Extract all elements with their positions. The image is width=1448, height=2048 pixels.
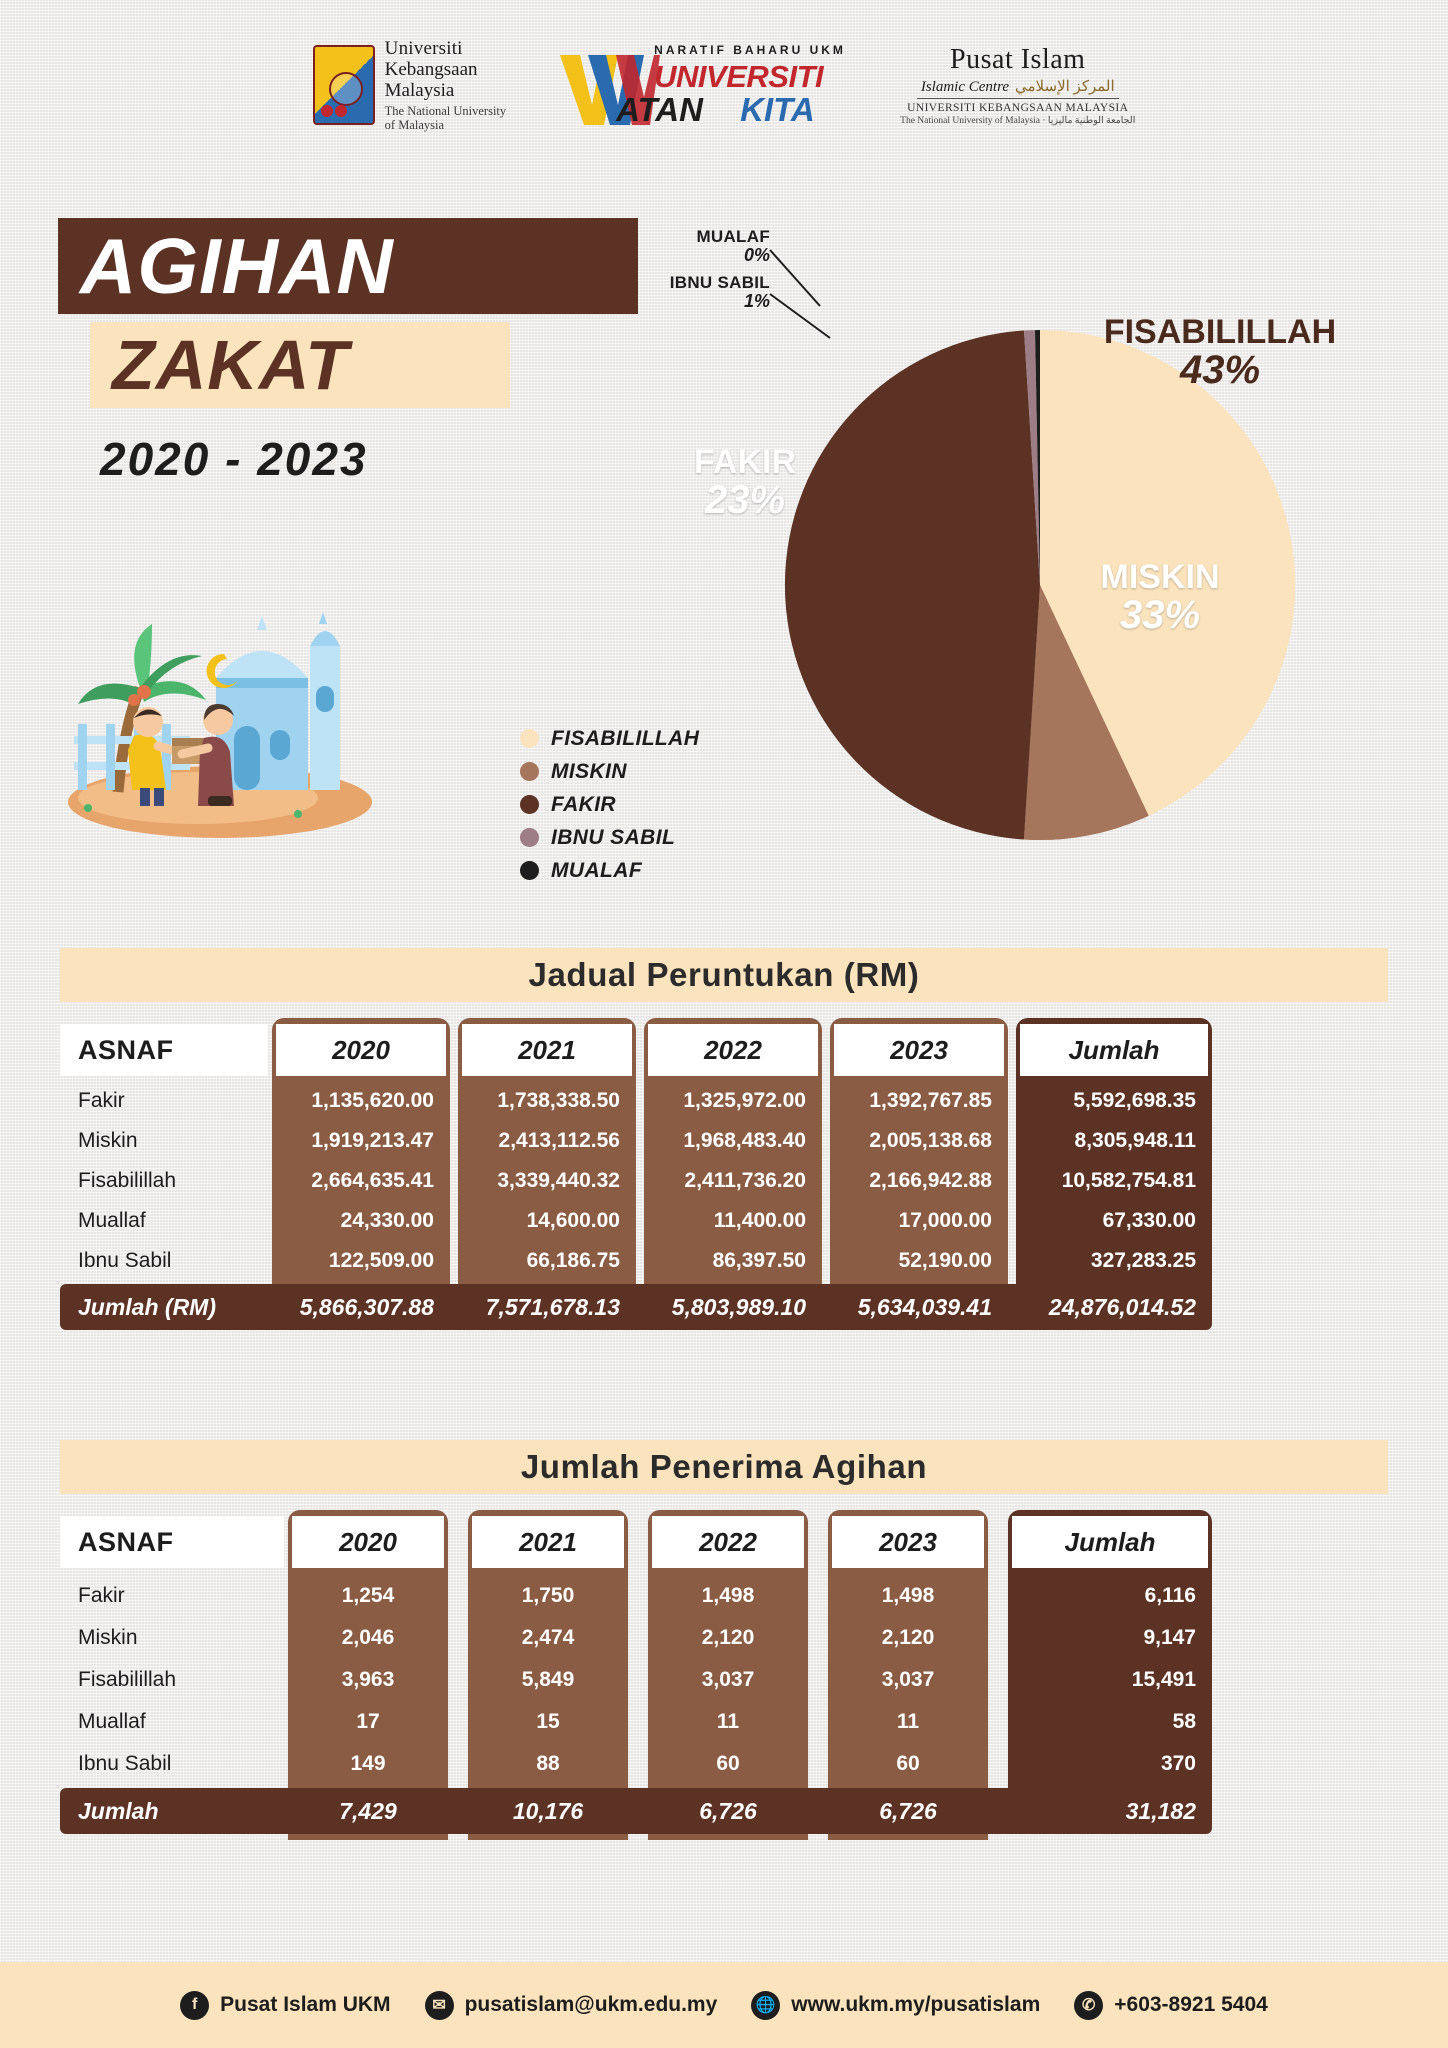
ukm-line-1: Universiti [384, 37, 463, 59]
legend-label-mualaf: MUALAF [551, 858, 643, 882]
page-title-years: 2020 - 2023 [100, 433, 368, 485]
pusat-islam-title: Pusat Islam [950, 44, 1086, 76]
table2-total-2020: 7,429 [339, 1797, 397, 1824]
pusat-islam-logo [900, 43, 1135, 127]
table2-cell-fakir-2020: 1,254 [341, 1584, 395, 1607]
pusat-islam-university: UNIVERSITI KEBANGSAAN MALAYSIA [907, 101, 1129, 114]
table1-cell-miskin-2021: 2,413,112.56 [498, 1129, 620, 1152]
table1-total-2021: 7,571,678.13 [485, 1293, 620, 1320]
table1-total-2023: 5,634,039.41 [857, 1293, 992, 1320]
legend-swatch-fisabilillah [520, 729, 539, 748]
table2-row-label-fakir: Fakir [78, 1584, 125, 1607]
pie-legend [520, 722, 780, 887]
table1-cell-fakir-2020: 1,135,620.00 [311, 1089, 434, 1112]
pie-callout-mualaf [580, 228, 770, 265]
pie-leader-line-ibnu-sabil [768, 288, 838, 348]
table1-cell-fisabilillah-jumlah: 10,582,754.81 [1061, 1169, 1196, 1192]
pie-label-fakir [610, 445, 880, 520]
pie-callout-ibnu-sabil-name: IBNU SABIL [669, 273, 770, 292]
legend-label-miskin: MISKIN [551, 759, 627, 783]
table1-cell-muallaf-jumlah: 67,330.00 [1102, 1209, 1196, 1232]
table2-cell-fisabilillah-jumlah: 15,491 [1131, 1668, 1196, 1691]
table2-cell-miskin-2022: 2,120 [701, 1626, 755, 1649]
table2-row-label-miskin: Miskin [78, 1626, 138, 1649]
footer-facebook[interactable] [180, 1991, 390, 2020]
table1-header-2020: 2020 [276, 1024, 446, 1076]
pie-label-fakir-pct: 23% [704, 477, 786, 522]
table1-cell-ibnu-sabil-jumlah: 327,283.25 [1090, 1249, 1196, 1272]
legend-item-fisabilillah [520, 722, 780, 755]
legend-item-fakir [520, 788, 780, 821]
legend-swatch-miskin [520, 762, 539, 781]
pie-label-miskin-pct: 33% [1119, 592, 1201, 637]
footer-contact-bar [0, 1962, 1448, 2048]
pusat-islam-subtitle [917, 78, 1119, 99]
table1-cell-fisabilillah-2022: 2,411,736.20 [684, 1169, 806, 1192]
table2-row-label-ibnu-sabil: Ibnu Sabil [78, 1752, 172, 1775]
table2-cell-fakir-2022: 1,498 [701, 1584, 755, 1607]
title-zakat-banner [90, 322, 510, 408]
table1-header-jumlah: Jumlah [1020, 1024, 1208, 1076]
table1-row-label-muallaf: Muallaf [78, 1209, 146, 1232]
page-title-line-2: ZAKAT [112, 326, 349, 404]
table2-total-2021: 10,176 [512, 1797, 584, 1824]
table1-cell-miskin-2020: 1,919,213.47 [311, 1129, 434, 1152]
table2-cell-miskin-2023: 2,120 [881, 1626, 935, 1649]
legend-swatch-ibnu-sabil [520, 828, 539, 847]
ukm-line-3: Malaysia [384, 80, 455, 102]
table1-cell-miskin-2022: 1,968,483.40 [683, 1129, 806, 1152]
table2-header-2021: 2021 [472, 1516, 624, 1568]
footer-phone-label: +603-8921 5404 [1114, 1993, 1268, 2016]
ukm-line-5: of Malaysia [384, 118, 445, 133]
table2-cell-muallaf-2022: 11 [716, 1710, 740, 1733]
pie-callout-mualaf-pct: 0% [743, 244, 770, 265]
logo-bar [0, 30, 1448, 140]
envelope-icon: ✉ [425, 1991, 454, 2020]
narratif-baharu-logo [558, 37, 848, 133]
table1-header-asnaf: ASNAF [60, 1024, 268, 1076]
table1-row-label-fakir: Fakir [78, 1089, 125, 1112]
table1-cell-fakir-2022: 1,325,972.00 [683, 1089, 806, 1112]
table1-cell-muallaf-2023: 17,000.00 [898, 1209, 992, 1232]
table1-cell-fakir-jumlah: 5,592,698.35 [1073, 1089, 1196, 1112]
table2-cell-fisabilillah-2021: 5,849 [521, 1668, 575, 1691]
legend-label-fisabilillah: FISABILILLAH [551, 726, 700, 750]
legend-item-ibnu-sabil [520, 821, 780, 854]
table2-header-2020: 2020 [292, 1516, 444, 1568]
table1-total-2020: 5,866,307.88 [299, 1293, 434, 1320]
ukm-logo [313, 38, 507, 133]
footer-email-label: pusatislam@ukm.edu.my [464, 1993, 718, 2016]
legend-swatch-mualaf [520, 861, 539, 880]
table1-cell-miskin-jumlah: 8,305,948.11 [1074, 1129, 1196, 1152]
table2-header-jumlah: Jumlah [1012, 1516, 1208, 1568]
table1-cell-fakir-2021: 1,738,338.50 [497, 1089, 620, 1112]
pie-callout-mualaf-name: MUALAF [696, 227, 770, 246]
facebook-icon: f [180, 1991, 209, 2020]
pie-label-fakir-name: FAKIR [694, 443, 796, 481]
table1-cell-fisabilillah-2023: 2,166,942.88 [869, 1169, 992, 1192]
table2-total-2023: 6,726 [879, 1797, 937, 1824]
table2-cell-ibnu-sabil-2020: 149 [350, 1752, 386, 1775]
table2-cell-ibnu-sabil-2022: 60 [716, 1752, 740, 1775]
table1-row-label-fisabilillah: Fisabilillah [78, 1169, 177, 1192]
table1-cell-ibnu-sabil-2023: 52,190.00 [898, 1249, 992, 1272]
table1-cell-miskin-2023: 2,005,138.68 [869, 1129, 992, 1152]
table-jadual-peruntukan [60, 1018, 1388, 1348]
table2-total-jumlah: 31,182 [1125, 1797, 1196, 1824]
table2-cell-ibnu-sabil-2021: 88 [536, 1752, 560, 1775]
table1-cell-muallaf-2022: 11,400.00 [713, 1209, 806, 1232]
table2-header-2023: 2023 [832, 1516, 984, 1568]
table1-cell-ibnu-sabil-2022: 86,397.50 [712, 1249, 806, 1272]
ukm-line-4: The National University [384, 104, 507, 119]
pie-callout-ibnu-sabil-pct: 1% [743, 290, 770, 311]
table2-cell-ibnu-sabil-jumlah: 370 [1160, 1752, 1196, 1775]
table2-header-2022: 2022 [652, 1516, 804, 1568]
table2-cell-muallaf-2023: 11 [896, 1710, 920, 1733]
pie-label-miskin-name: MISKIN [1100, 558, 1220, 596]
table1-header-2021: 2021 [462, 1024, 632, 1076]
legend-label-fakir: FAKIR [551, 792, 616, 816]
table1-heading [60, 948, 1388, 1002]
table2-row-label-muallaf: Muallaf [78, 1710, 146, 1733]
table1-row-label-ibnu-sabil: Ibnu Sabil [78, 1249, 172, 1272]
table2-header-asnaf: ASNAF [60, 1516, 284, 1568]
table2-total-2022: 6,726 [699, 1797, 757, 1824]
mosque-donation-illustration [48, 530, 378, 850]
ukm-crest-icon [313, 45, 375, 125]
table2-cell-miskin-2020: 2,046 [341, 1626, 395, 1649]
table1-cell-ibnu-sabil-2020: 122,509.00 [328, 1249, 434, 1272]
page-title-line-1: AGIHAN [80, 222, 394, 310]
ukm-line-2: Kebangsaan [384, 58, 478, 80]
table2-cell-fisabilillah-2023: 3,037 [881, 1668, 935, 1691]
table2-cell-fisabilillah-2020: 3,963 [341, 1668, 395, 1691]
table1-cell-muallaf-2021: 14,600.00 [526, 1209, 620, 1232]
pie-chart [669, 227, 1390, 920]
legend-item-miskin [520, 755, 780, 788]
table1-cell-fakir-2023: 1,392,767.85 [869, 1089, 992, 1112]
table2-cell-fisabilillah-2022: 3,037 [701, 1668, 755, 1691]
phone-icon: ✆ [1074, 1991, 1103, 2020]
footer-facebook-label: Pusat Islam UKM [220, 1993, 391, 2016]
table2-cell-muallaf-2020: 17 [356, 1710, 380, 1733]
table1-row-label-miskin: Miskin [78, 1129, 138, 1152]
table2-heading-text: Jumlah Penerima Agihan [520, 1448, 928, 1485]
pie-label-fisabilillah [1070, 315, 1370, 390]
narratif-kita: KITA [740, 91, 815, 128]
table2-cell-fakir-2021: 1,750 [521, 1584, 575, 1607]
table2-row-label-fisabilillah: Fisabilillah [78, 1668, 177, 1691]
pie-label-miskin [1025, 560, 1295, 635]
table1-total-jumlah: 24,876,014.52 [1048, 1293, 1196, 1320]
pie-label-fisabilillah-pct: 43% [1179, 347, 1261, 392]
table1-cell-fisabilillah-2020: 2,664,635.41 [311, 1169, 434, 1192]
ukm-logo-text [385, 38, 507, 133]
table2-cell-fakir-2023: 1,498 [881, 1584, 935, 1607]
table1-total-label: Jumlah (RM) [78, 1293, 216, 1320]
table2-cell-muallaf-2021: 15 [536, 1710, 560, 1733]
pusat-islam-university-sub: The National University of Malaysia · الجامعة الوطنية ماليزيا [900, 115, 1136, 126]
pie-label-fisabilillah-name: FISABILILLAH [1103, 313, 1337, 351]
islamic-centre-text: Islamic Centre [920, 78, 1010, 95]
table-jumlah-penerima-agihan [60, 1510, 1388, 1850]
table2-heading [60, 1440, 1388, 1494]
narratif-watan: ATAN [616, 91, 703, 128]
table2-cell-muallaf-jumlah: 58 [1172, 1710, 1196, 1733]
table2-cell-miskin-2021: 2,474 [521, 1626, 575, 1649]
table2-total-label: Jumlah [78, 1797, 159, 1824]
islamic-centre-arabic: المركز الإسلامي [1015, 78, 1115, 95]
pie-callout-ibnu-sabil [520, 274, 770, 311]
table1-header-2023: 2023 [834, 1024, 1004, 1076]
footer-website-label: www.ukm.my/pusatislam [791, 1993, 1041, 2016]
footer-phone[interactable] [1074, 1991, 1268, 2020]
table1-header-2022: 2022 [648, 1024, 818, 1076]
footer-email[interactable] [425, 1991, 718, 2020]
table2-cell-fakir-jumlah: 6,116 [1144, 1584, 1196, 1607]
legend-swatch-fakir [520, 795, 539, 814]
narratif-universiti: UNIVERSITI [654, 59, 824, 94]
table1-cell-muallaf-2020: 24,330.00 [340, 1209, 434, 1232]
narratif-tagline: NARATIF BAHARU UKM [654, 43, 846, 57]
table1-cell-fisabilillah-2021: 3,339,440.32 [497, 1169, 620, 1192]
table1-total-2022: 5,803,989.10 [671, 1293, 806, 1320]
table2-cell-ibnu-sabil-2023: 60 [896, 1752, 920, 1775]
footer-website[interactable] [751, 1991, 1040, 2020]
table1-cell-ibnu-sabil-2021: 66,186.75 [526, 1249, 620, 1272]
globe-icon: 🌐 [751, 1991, 780, 2020]
legend-label-ibnu-sabil: IBNU SABIL [551, 825, 676, 849]
table2-cell-miskin-jumlah: 9,147 [1143, 1626, 1196, 1649]
legend-item-mualaf [520, 854, 780, 887]
table1-heading-text: Jadual Peruntukan (RM) [528, 956, 920, 993]
